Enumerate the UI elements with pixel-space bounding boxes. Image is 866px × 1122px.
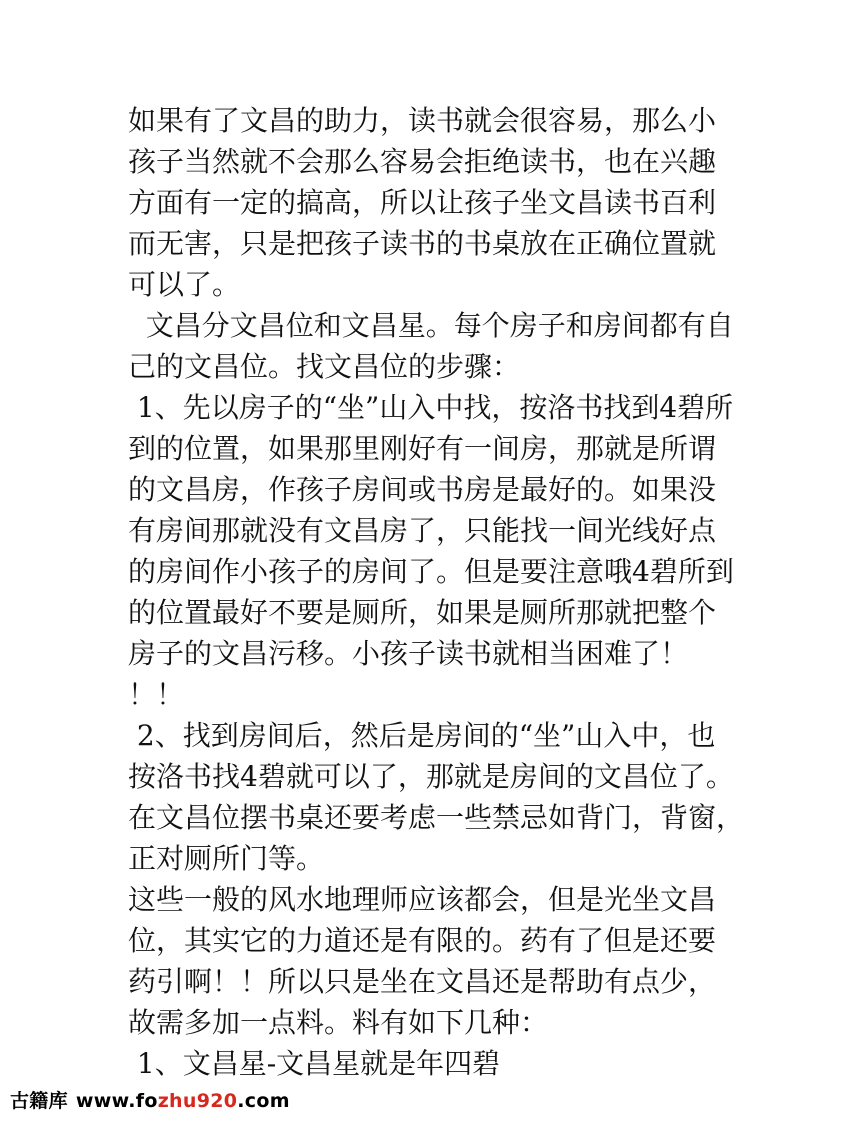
text-line: 方面有一定的搞高，所以让孩子坐文昌读书百利 xyxy=(128,186,717,219)
text-line: 药引啊！！所以只是坐在文昌还是帮助有点少， xyxy=(128,965,717,998)
footer-label: 古籍库 xyxy=(10,1090,68,1112)
text-line: 房子的文昌污移。小孩子读书就相当困难了！ xyxy=(128,637,689,670)
text-line: 的文昌房，作孩子房间或书房是最好的。如果没 xyxy=(128,473,717,506)
footer-watermark xyxy=(10,1086,290,1113)
footer-site-suffix: .com xyxy=(237,1090,290,1112)
text-line: 正对厕所门等。 xyxy=(128,842,325,875)
text-line: ！！ xyxy=(128,678,185,711)
text-line: 的房间作小孩子的房间了。但是要注意哦4碧所到 xyxy=(128,555,734,588)
footer-site-prefix: www.fo xyxy=(75,1090,158,1112)
text-line: 孩子当然就不会那么容易会拒绝读书，也在兴趣 xyxy=(128,145,717,178)
text-line: 到的位置，如果那里刚好有一间房，那就是所谓 xyxy=(128,432,717,465)
text-line: 按洛书找4碧就可以了，那就是房间的文昌位了。 xyxy=(128,760,734,793)
text-line: 1、先以房子的“坐”山入中找，按洛书找到4碧所 xyxy=(128,391,734,424)
text-line: 文昌分文昌位和文昌星。每个房子和房间都有自 xyxy=(128,309,734,342)
text-line: 2、找到房间后，然后是房间的“坐”山入中，也 xyxy=(128,719,716,752)
text-line: 在文昌位摆书桌还要考虑一些禁忌如背门，背窗， xyxy=(128,801,745,834)
text-line: 故需多加一点料。料有如下几种： xyxy=(128,1006,549,1039)
text-line: 的位置最好不要是厕所，如果是厕所那就把整个 xyxy=(128,596,717,629)
text-line: 有房间那就没有文昌房了，只能找一间光线好点 xyxy=(128,514,717,547)
text-line: 可以了。 xyxy=(128,268,241,301)
text-line: 如果有了文昌的助力，读书就会很容易，那么小 xyxy=(128,104,717,137)
text-line: 这些一般的风水地理师应该都会，但是光坐文昌 xyxy=(128,883,717,916)
footer-site-highlight: zhu920 xyxy=(157,1090,238,1112)
document-body xyxy=(128,100,748,1084)
text-line: 己的文昌位。找文昌位的步骤： xyxy=(128,350,521,383)
text-line: 1、文昌星-文昌星就是年四碧 xyxy=(128,1047,501,1080)
footer-site-link[interactable] xyxy=(76,1090,290,1112)
text-line: 而无害，只是把孩子读书的书桌放在正确位置就 xyxy=(128,227,717,260)
text-line: 位，其实它的力道还是有限的。药有了但是还要 xyxy=(128,924,717,957)
